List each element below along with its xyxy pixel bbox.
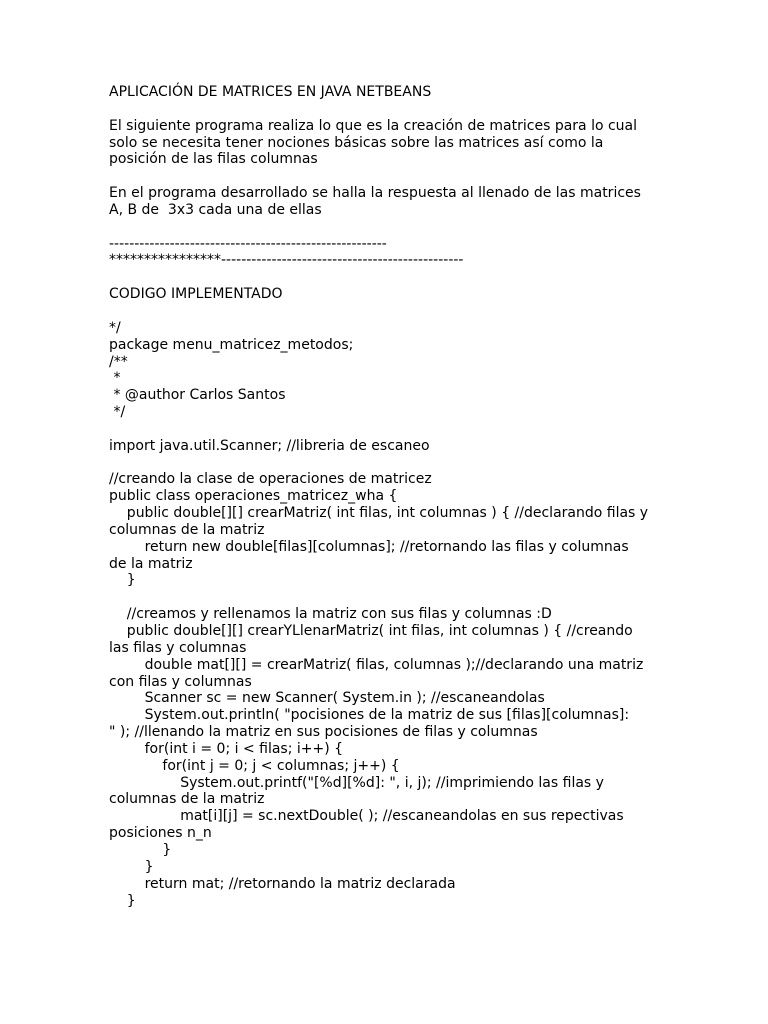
code-line: } bbox=[109, 572, 136, 589]
section-heading: CODIGO IMPLEMENTADO bbox=[109, 286, 283, 303]
code-line: public double[][] crearMatriz( int filas, int columnas ) { //declarando filas y bbox=[109, 505, 649, 522]
blank-line bbox=[109, 219, 764, 236]
code-line: * bbox=[109, 370, 121, 387]
code-line: de la matriz bbox=[109, 555, 193, 572]
code-line: columnas de la matriz bbox=[109, 791, 265, 808]
code-line: package menu_matricez_metodos; bbox=[109, 336, 354, 353]
result-paragraph bbox=[109, 185, 764, 219]
blank-line bbox=[109, 101, 764, 118]
document-page bbox=[109, 84, 764, 909]
import-line: import java.util.Scanner; //libreria de escaneo bbox=[109, 437, 430, 454]
result-line: A, B de 3x3 cada una de ellas bbox=[109, 201, 322, 218]
blank-line bbox=[109, 303, 764, 320]
code-header bbox=[109, 320, 764, 421]
code-line: //creamos y rellenamos la matriz con sus filas y columnas :D bbox=[109, 606, 552, 623]
code-line: columnas de la matriz bbox=[109, 521, 265, 538]
code-line: return new double[filas][columnas]; //retornando las filas y columnas bbox=[109, 538, 629, 555]
code-line: */ bbox=[109, 404, 126, 421]
code-line: System.out.printf("[%d][%d]: ", i, j); //imprimiendo las filas y bbox=[109, 774, 604, 791]
code-line: } bbox=[109, 841, 172, 858]
code-line: mat[i][j] = sc.nextDouble( ); //escaneandolas en sus repectivas bbox=[109, 808, 624, 825]
code-line: Scanner sc = new Scanner( System.in ); //escaneandolas bbox=[109, 690, 545, 707]
separator-line: ------------------------------------------------------- bbox=[109, 235, 387, 252]
document-title: APLICACIÓN DE MATRICES EN JAVA NETBEANS bbox=[109, 84, 432, 100]
code-line: /** bbox=[109, 353, 128, 370]
code-line: for(int j = 0; j < columnas; j++) { bbox=[109, 757, 400, 774]
code-line: " ); //llenando la matriz en sus pocisiones de filas y columnas bbox=[109, 724, 538, 741]
code-line: //creando la clase de operaciones de matricez bbox=[109, 471, 432, 488]
code-line: las filas y columnas bbox=[109, 639, 247, 656]
code-line: public class operaciones_matricez_wha { bbox=[109, 488, 398, 505]
code-line: public double[][] crearYLlenarMatriz( int filas, int columnas ) { //creando bbox=[109, 623, 633, 639]
code-line: for(int i = 0; i < filas; i++) { bbox=[109, 740, 344, 757]
result-line: En el programa desarrollado se halla la respuesta al llenado de las matrices bbox=[109, 185, 641, 202]
intro-line: solo se necesita tener nociones básicas sobre las matrices así como la bbox=[109, 134, 604, 151]
code-class-block bbox=[109, 471, 764, 589]
code-line: double mat[][] = crearMatriz( filas, columnas );//declarando una matriz bbox=[109, 656, 644, 673]
blank-line bbox=[109, 589, 764, 606]
blank-line bbox=[109, 455, 764, 472]
intro-paragraph bbox=[109, 118, 764, 169]
code-line: } bbox=[109, 858, 154, 875]
intro-line: El siguiente programa realiza lo que es la creación de matrices para lo cual bbox=[109, 117, 638, 134]
code-method-block bbox=[109, 606, 764, 909]
separator-line: ****************------------------------------------------------ bbox=[109, 252, 464, 269]
code-line: posiciones n_n bbox=[109, 825, 212, 842]
blank-line bbox=[109, 168, 764, 185]
intro-line: posición de las filas columnas bbox=[109, 151, 318, 168]
code-line: * @author Carlos Santos bbox=[109, 387, 286, 404]
code-line: con filas y columnas bbox=[109, 673, 252, 690]
code-line: */ bbox=[109, 319, 121, 336]
blank-line bbox=[109, 269, 764, 286]
code-line: System.out.println( "pocisiones de la matriz de sus [filas][columnas]: bbox=[109, 707, 630, 724]
blank-line bbox=[109, 421, 764, 438]
code-line: } bbox=[109, 892, 136, 909]
code-line: return mat; //retornando la matriz declarada bbox=[109, 875, 456, 892]
separator-block bbox=[109, 236, 764, 270]
